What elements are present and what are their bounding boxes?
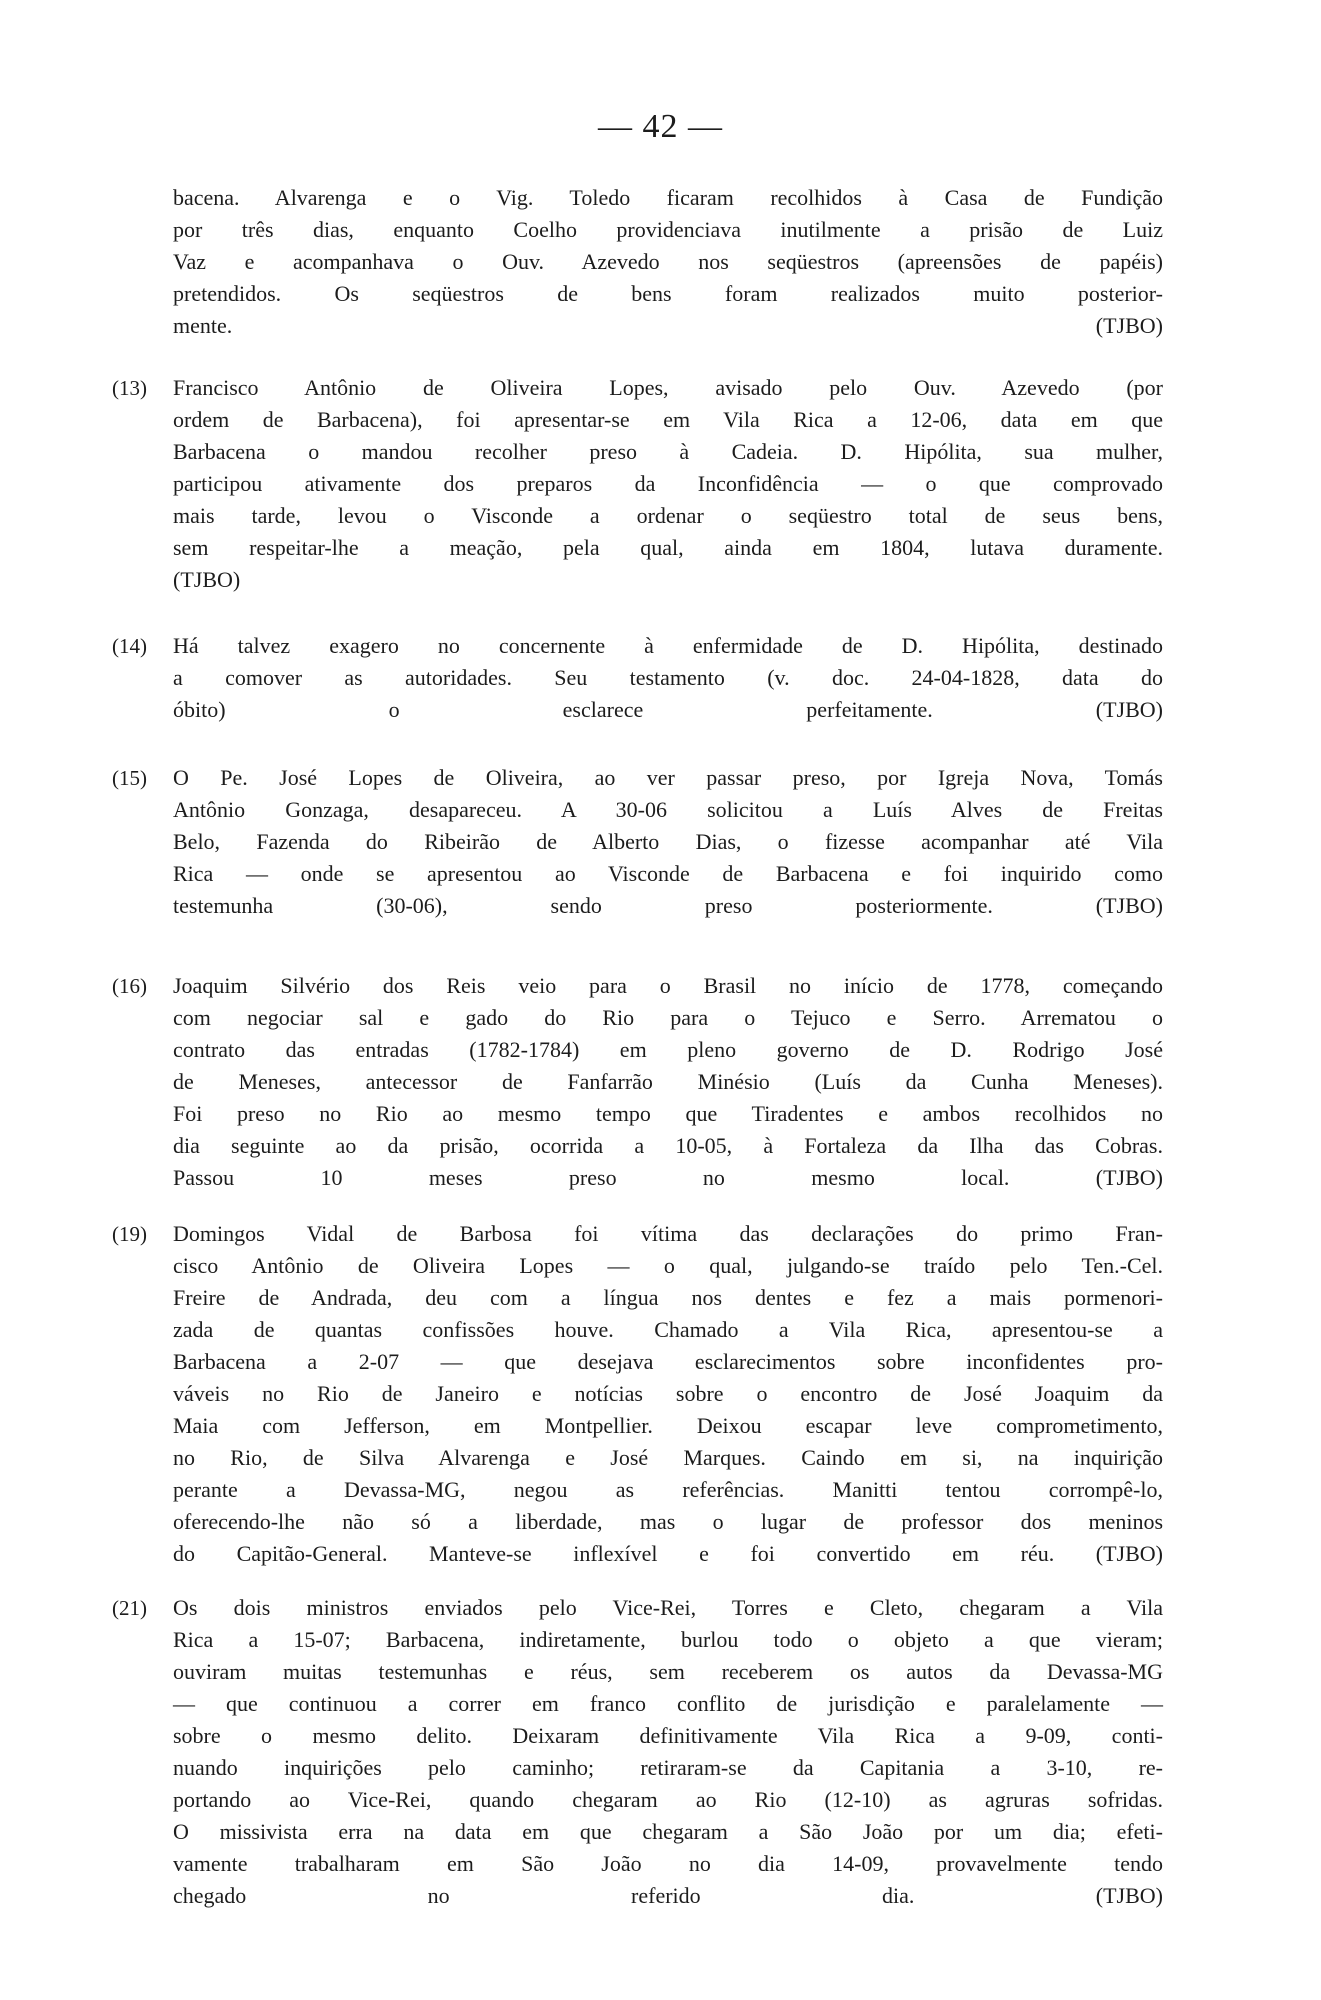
note-label: (21) [112,1596,147,1620]
text-line: chegado no referido dia. (TJBO) [173,1883,1163,1908]
note-13 [173,372,1163,596]
text-line: no Rio, de Silva Alvarenga e José Marques. Caindo em si, na inquirição [173,1445,1163,1470]
note-label: (14) [112,634,147,658]
text-line: a comover as autoridades. Seu testamento (v. doc. 24-04-1828, data do [173,665,1163,690]
text-line: participou ativamente dos preparos da Inconfidência — o que comprovado [173,471,1163,496]
note-label: (19) [112,1222,147,1246]
text-line: sobre o mesmo delito. Deixaram definitivamente Vila Rica a 9-09, conti- [173,1723,1163,1748]
text-line: dia seguinte ao da prisão, ocorrida a 10-05, à Fortaleza da Ilha das Cobras. [173,1133,1163,1158]
text-line: perante a Devassa-MG, negou as referências. Manitti tentou corrompê-lo, [173,1477,1163,1502]
text-line: Barbacena a 2-07 — que desejava esclarecimentos sobre inconfidentes pro- [173,1349,1163,1374]
text-line: zada de quantas confissões houve. Chamado a Vila Rica, apresentou-se a [173,1317,1163,1342]
text-line: testemunha (30-06), sendo preso posteriormente. (TJBO) [173,893,1163,918]
text-line: Freire de Andrada, deu com a língua nos dentes e fez a mais pormenori- [173,1285,1163,1310]
text-line: Antônio Gonzaga, desapareceu. A 30-06 solicitou a Luís Alves de Freitas [173,797,1163,822]
note-label: (13) [112,376,147,400]
page-number: — 42 — [598,108,723,145]
text-line: — que continuou a correr em franco conflito de jurisdição e paralelamente — [173,1691,1163,1716]
text-line: de Meneses, antecessor de Fanfarrão Minésio (Luís da Cunha Meneses). [173,1069,1163,1094]
text-line: Domingos Vidal de Barbosa foi vítima das declarações do primo Fran- [173,1221,1163,1246]
text-line: mais tarde, levou o Visconde a ordenar o seqüestro total de seus bens, [173,503,1163,528]
text-line: com negociar sal e gado do Rio para o Tejuco e Serro. Arrematou o [173,1005,1163,1030]
note-15 [173,762,1163,922]
text-line: contrato das entradas (1782-1784) em pleno governo de D. Rodrigo José [173,1037,1163,1062]
text-line: pretendidos. Os seqüestros de bens foram realizados muito posterior- [173,281,1163,306]
text-line: mente. (TJBO) [173,313,1163,338]
note-21 [173,1592,1163,1912]
text-line: oferecendo-lhe não só a liberdade, mas o lugar de professor dos meninos [173,1509,1163,1534]
text-line: bacena. Alvarenga e o Vig. Toledo ficaram recolhidos à Casa de Fundição [173,185,1163,210]
text-line: Belo, Fazenda do Ribeirão de Alberto Dias, o fizesse acompanhar até Vila [173,829,1163,854]
text-line: ouviram muitas testemunhas e réus, sem receberem os autos da Devassa-MG [173,1659,1163,1684]
text-line: Há talvez exagero no concernente à enfermidade de D. Hipólita, destinado [173,633,1163,658]
text-line: ordem de Barbacena), foi apresentar-se em Vila Rica a 12-06, data em que [173,407,1163,432]
intro-paragraph [173,182,1163,342]
text-line: nuando inquirições pelo caminho; retiraram-se da Capitania a 3-10, re- [173,1755,1163,1780]
text-line: Vaz e acompanhava o Ouv. Azevedo nos seqüestros (apreensões de papéis) [173,249,1163,274]
text-line: Rica — onde se apresentou ao Visconde de Barbacena e foi inquirido como [173,861,1163,886]
text-line: Joaquim Silvério dos Reis veio para o Brasil no início de 1778, começando [173,973,1163,998]
text-line: Passou 10 meses preso no mesmo local. (TJBO) [173,1165,1163,1190]
text-line: portando ao Vice-Rei, quando chegaram ao Rio (12-10) as agruras sofridas. [173,1787,1163,1812]
text-line: Os dois ministros enviados pelo Vice-Rei, Torres e Cleto, chegaram a Vila [173,1595,1163,1620]
text-line: Foi preso no Rio ao mesmo tempo que Tiradentes e ambos recolhidos no [173,1101,1163,1126]
note-label: (16) [112,974,147,998]
text-line: Barbacena o mandou recolher preso à Cadeia. D. Hipólita, sua mulher, [173,439,1163,464]
text-line: O Pe. José Lopes de Oliveira, ao ver passar preso, por Igreja Nova, Tomás [173,765,1163,790]
text-line: Maia com Jefferson, em Montpellier. Deixou escapar leve comprometimento, [173,1413,1163,1438]
text-line: Rica a 15-07; Barbacena, indiretamente, burlou todo o objeto a que vieram; [173,1627,1163,1652]
note-19 [173,1218,1163,1570]
text-line: (TJBO) [173,567,241,592]
text-line: vamente trabalharam em São João no dia 14-09, provavelmente tendo [173,1851,1163,1876]
note-14 [173,630,1163,726]
note-label: (15) [112,766,147,790]
text-line: por três dias, enquanto Coelho providenciava inutilmente a prisão de Luiz [173,217,1163,242]
text-line: sem respeitar-lhe a meação, pela qual, ainda em 1804, lutava duramente. [173,535,1163,560]
text-line: Francisco Antônio de Oliveira Lopes, avisado pelo Ouv. Azevedo (por [173,375,1163,400]
text-line: O missivista erra na data em que chegaram a São João por um dia; efeti- [173,1819,1163,1844]
text-line: do Capitão-General. Manteve-se inflexível e foi convertido em réu. (TJBO) [173,1541,1163,1566]
text-line: váveis no Rio de Janeiro e notícias sobre o encontro de José Joaquim da [173,1381,1163,1406]
text-line: óbito) o esclarece perfeitamente. (TJBO) [173,697,1163,722]
text-line: cisco Antônio de Oliveira Lopes — o qual, julgando-se traído pelo Ten.-Cel. [173,1253,1163,1278]
note-16 [173,970,1163,1194]
